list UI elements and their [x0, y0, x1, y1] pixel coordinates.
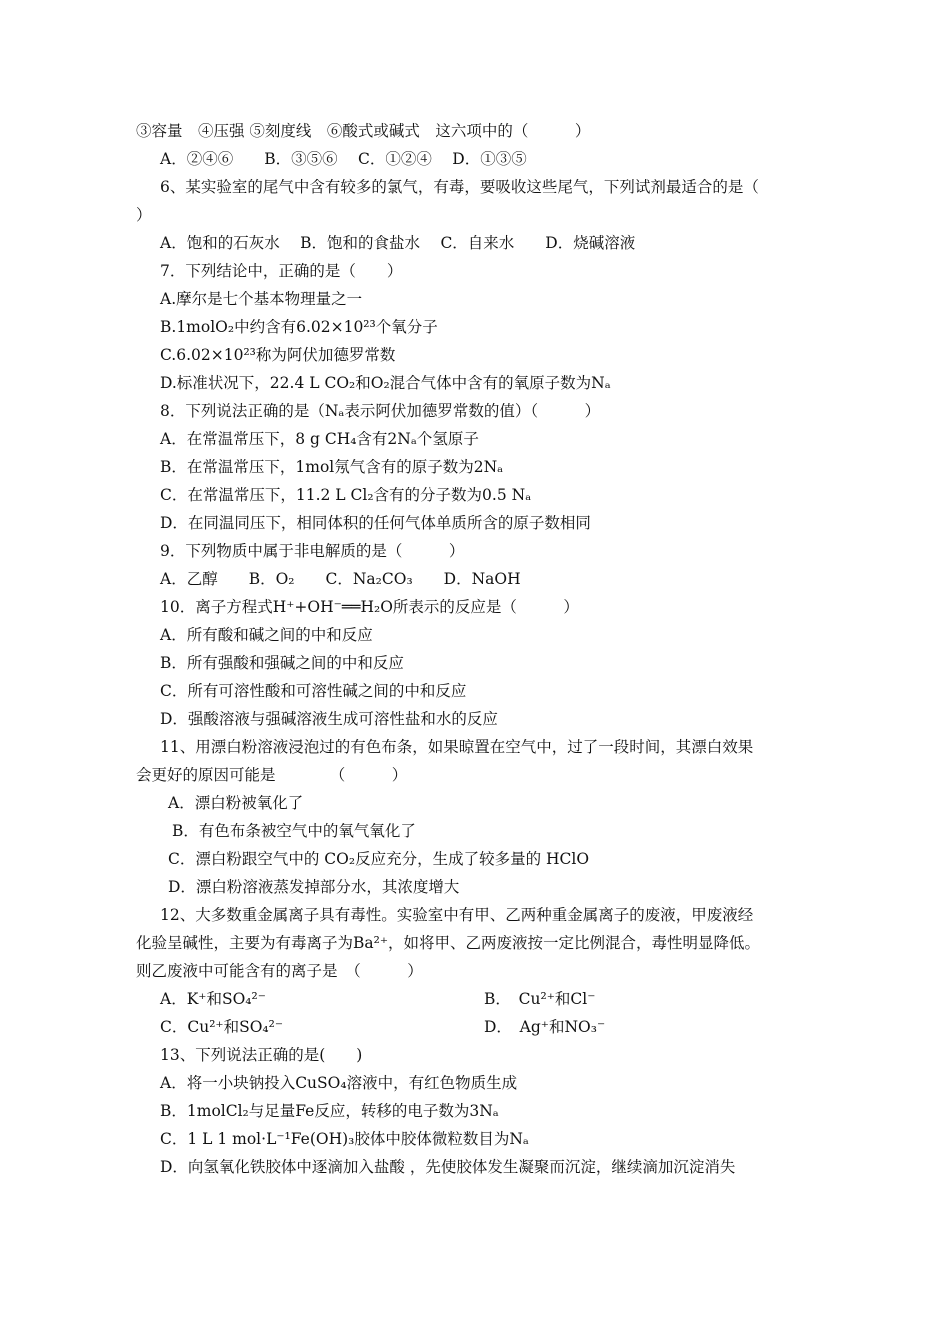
text-line: D．向氢氧化铁胶体中逐滴加入盐酸 ，先使胶体发生凝聚而沉淀，继续滴加沉淀消失	[160, 1158, 736, 1176]
text-line: A．乙醇 B．O₂ C．Na₂CO₃ D．NaOH	[160, 570, 521, 588]
text-line: C．所有可溶性酸和可溶性碱之间的中和反应	[160, 682, 467, 700]
text-line: B.1molO₂中约含有6.02×10²³个氧分子	[160, 318, 438, 336]
question-6-stem: 6、某实验室的尾气中含有较多的氯气，有毒，要吸收这些尾气，下列试剂最适合的是（	[160, 178, 759, 196]
text-line: B． Cu²⁺和Cl⁻	[484, 990, 596, 1008]
text-line: A．饱和的石灰水 B．饱和的食盐水 C．自来水 D．烧碱溶液	[160, 234, 636, 252]
text-line: ）	[136, 206, 152, 224]
question-13-stem: 13、下列说法正确的是( )	[160, 1046, 363, 1064]
text-line: D.标准状况下，22.4 L CO₂和O₂混合气体中含有的氧原子数为Nₐ	[160, 374, 611, 392]
text-line: D．在同温同压下，相同体积的任何气体单质所含的原子数相同	[160, 514, 591, 532]
text-line: A．K⁺和SO₄²⁻	[160, 990, 266, 1008]
question-10-stem: 10．离子方程式H⁺+OH⁻══H₂O所表示的反应是（ ）	[160, 598, 579, 616]
question-8-stem: 8．下列说法正确的是（Nₐ表示阿伏加德罗常数的值）（ ）	[160, 402, 601, 420]
text-line: A．②④⑥ B．③⑤⑥ C．①②④ D．①③⑤	[160, 150, 527, 168]
text-line: C.6.02×10²³称为阿伏加德罗常数	[160, 346, 396, 364]
question-11-stem: 11、用漂白粉溶液浸泡过的有色布条，如果晾置在空气中，过了一段时间，其漂白效果	[160, 738, 754, 756]
question-12-stem: 12、大多数重金属离子具有毒性。实验室中有甲、乙两种重金属离子的废液，甲废液经	[160, 906, 754, 924]
text-line: A．所有酸和碱之间的中和反应	[160, 626, 373, 644]
text-line: ③容量 ④压强 ⑤刻度线 ⑥酸式或碱式 这六项中的（ ）	[136, 122, 591, 140]
text-line: 会更好的原因可能是 （ ）	[136, 766, 408, 784]
text-line: 化验呈碱性，主要为有毒离子为Ba²⁺，如将甲、乙两废液按一定比例混合，毒性明显降低。	[136, 934, 761, 952]
text-line: A．在常温常压下，8 g CH₄含有2Nₐ个氢原子	[160, 430, 479, 448]
text-line: C．在常温常压下，11.2 L Cl₂含有的分子数为0.5 Nₐ	[160, 486, 532, 504]
text-line: B．所有强酸和强碱之间的中和反应	[160, 654, 404, 672]
text-line: B．在常温常压下，1mol氖气含有的原子数为2Nₐ	[160, 458, 504, 476]
text-line: C．Cu²⁺和SO₄²⁻	[160, 1018, 284, 1036]
text-line: D．强酸溶液与强碱溶液生成可溶性盐和水的反应	[160, 710, 498, 728]
text-line: B．1molCl₂与足量Fe反应，转移的电子数为3Nₐ	[160, 1102, 499, 1120]
text-line: A．漂白粉被氧化了	[168, 794, 304, 812]
text-line: B．有色布条被空气中的氧气氧化了	[172, 822, 416, 840]
text-line: C．漂白粉跟空气中的 CO₂反应充分，生成了较多量的 HClO	[168, 850, 590, 868]
text-line: C．1 L 1 mol·L⁻¹Fe(OH)₃胶体中胶体微粒数目为Nₐ	[160, 1130, 529, 1148]
question-7-stem: 7．下列结论中，正确的是（ ）	[160, 262, 403, 280]
question-9-stem: 9．下列物质中属于非电解质的是（ ）	[160, 542, 465, 560]
text-line: A．将一小块钠投入CuSO₄溶液中，有红色物质生成	[160, 1074, 518, 1092]
text-line: A.摩尔是七个基本物理量之一	[160, 290, 363, 308]
text-line: 则乙废液中可能含有的离子是 （ ）	[136, 962, 423, 980]
text-line: D．漂白粉溶液蒸发掉部分水，其浓度增大	[168, 878, 460, 896]
text-line: D． Ag⁺和NO₃⁻	[484, 1018, 606, 1036]
